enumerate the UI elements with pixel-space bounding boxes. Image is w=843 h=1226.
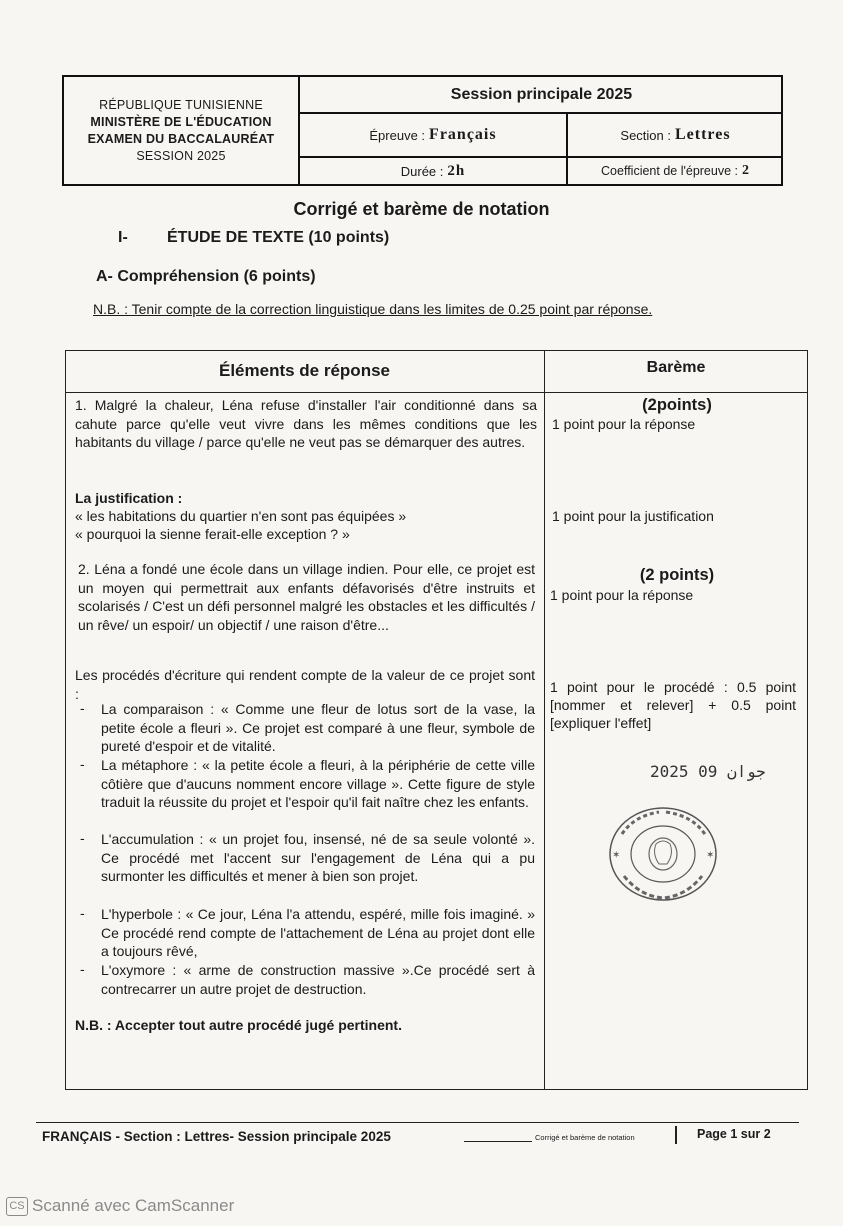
q1-bareme-response: 1 point pour la réponse <box>552 416 696 432</box>
q1-quote-1: « les habitations du quartier n'en sont pas équipées » <box>75 508 407 524</box>
footer-separator <box>675 1126 677 1144</box>
column-header-bareme: Barème <box>646 359 706 376</box>
nb-note: N.B. : Tenir compte de la correction linguistique dans les limites de 0.25 point par réponse. <box>93 301 653 317</box>
procedes-intro: Les procédés d'écriture qui rendent compte de la valeur de ce projet sont : <box>75 667 535 702</box>
list-dash: - <box>80 961 85 977</box>
header-exam: EXAMEN DU BACCALAURÉAT <box>87 132 275 146</box>
footer-left-text: FRANÇAIS - Section : Lettres- Session principale 2025 <box>42 1129 391 1144</box>
table-column-divider <box>544 350 545 1090</box>
q2-answer: 2. Léna a fondé une école dans un village indien. Pour elle, ce projet est un moyen qui permettrait aux enfants défavorisés d'être instruits et scolarisés / C'est un défi personnel malgré les obstacles et les difficultés / un rêve/ un espoir/ un objectif / une raison d'être... <box>78 561 535 633</box>
coef-label: Coefficient de l'épreuve : <box>601 164 738 178</box>
q2-points: (2 points) <box>639 566 715 584</box>
header-country: RÉPUBLIQUE TUNISIENNE <box>99 98 263 112</box>
duree-cell <box>300 158 566 184</box>
part-number: I- <box>118 229 128 246</box>
q1-quote-2: « pourquoi la sienne ferait-elle exception ? » <box>75 526 350 542</box>
q1-answer: 1. Malgré la chaleur, Léna refuse d'installer l'air conditionné dans sa cahute parce qu'elle veut vivre dans les mêmes conditions que les habitants du village / parce qu'elle ne veut pas se démarquer des autres. <box>75 397 537 450</box>
duree-label: Durée : <box>400 163 444 179</box>
epreuve-label: Épreuve : <box>369 127 426 143</box>
section-a-title: A- Compréhension (6 points) <box>96 268 316 285</box>
list-dash: - <box>80 830 85 846</box>
table-header-line <box>65 392 808 393</box>
list-dash: - <box>80 756 85 772</box>
svg-text:✶: ✶ <box>706 850 715 861</box>
epreuve-cell <box>300 114 566 156</box>
session-title: Session principale 2025 <box>450 85 633 103</box>
procede-oxymore: L'oxymore : « arme de construction massive ».Ce procédé sert à contrecarrer un autre projet de destruction. <box>101 962 535 997</box>
document-title: Corrigé et barème de notation <box>293 199 550 219</box>
date-stamp: 2025 جوان 09 <box>650 762 766 781</box>
procede-hyperbole: L'hyperbole : « Ce jour, Léna l'a attendu, espéré, mille fois imaginé. » Ce procédé rend compte de l'attachement de Léna au projet dont elle a toujours rêvé, <box>101 906 535 959</box>
q1-justification-label: La justification : <box>75 490 183 506</box>
coef-value: 2 <box>741 163 750 178</box>
duree-value: 2h <box>447 162 466 179</box>
section-value: Lettres <box>675 126 731 143</box>
page-number: Page 1 sur 2 <box>697 1127 771 1141</box>
camscanner-watermark <box>6 1196 234 1216</box>
q1-points: (2points) <box>642 396 712 414</box>
epreuve-value: Français <box>429 126 497 143</box>
procede-comparaison: La comparaison : « Comme une fleur de lotus sort de la vase, la petite école a fleuri ». Ce projet est comparé à une fleur, symbole de pureté d'espoir et de vitalité. <box>101 701 535 754</box>
header-ministry: MINISTÈRE DE L'ÉDUCATION <box>90 115 272 129</box>
official-seal-icon <box>604 804 722 909</box>
footer-underline <box>464 1141 532 1142</box>
list-dash: - <box>80 905 85 921</box>
section-label: Section : <box>620 127 671 143</box>
q2-bareme-response: 1 point pour la réponse <box>550 587 694 603</box>
procede-accumulation: L'accumulation : « un projet fou, insensé, né de sa seule volonté ». Ce procédé met l'accent sur l'engagement de Léna qui a pu surmonter les difficultés et mener à bien son projet. <box>101 831 535 884</box>
coef-cell <box>568 158 783 184</box>
procedes-bareme: 1 point pour le procédé : 0.5 point [nommer et relever] + 0.5 point [expliquer l'effet] <box>550 679 796 731</box>
column-header-elements: Éléments de réponse <box>218 361 390 380</box>
footer-line <box>36 1122 799 1123</box>
camscanner-icon: CS <box>6 1197 28 1216</box>
svg-text:✶: ✶ <box>612 850 621 861</box>
procede-metaphore: La métaphore : « la petite école a fleuri, à la périphérie de cette ville côtière que d'aucuns nomment encore village ». Cette figure de style traduit la réussite du projet et l'espoir qu'il fait naître chez les enfants. <box>101 757 535 810</box>
procedes-nb: N.B. : Accepter tout autre procédé jugé pertinent. <box>75 1017 402 1033</box>
section-cell <box>568 114 783 156</box>
header-session: SESSION 2025 <box>136 149 226 163</box>
list-dash: - <box>80 700 85 716</box>
part-title: ÉTUDE DE TEXTE (10 points) <box>167 229 390 246</box>
camscanner-text: Scanné avec CamScanner <box>32 1196 235 1215</box>
q1-bareme-justification: 1 point pour la justification <box>552 508 714 524</box>
footer-middle-text: Corrigé et barème de notation <box>535 1133 635 1142</box>
header-left-block <box>64 77 298 184</box>
header-box <box>62 75 783 186</box>
